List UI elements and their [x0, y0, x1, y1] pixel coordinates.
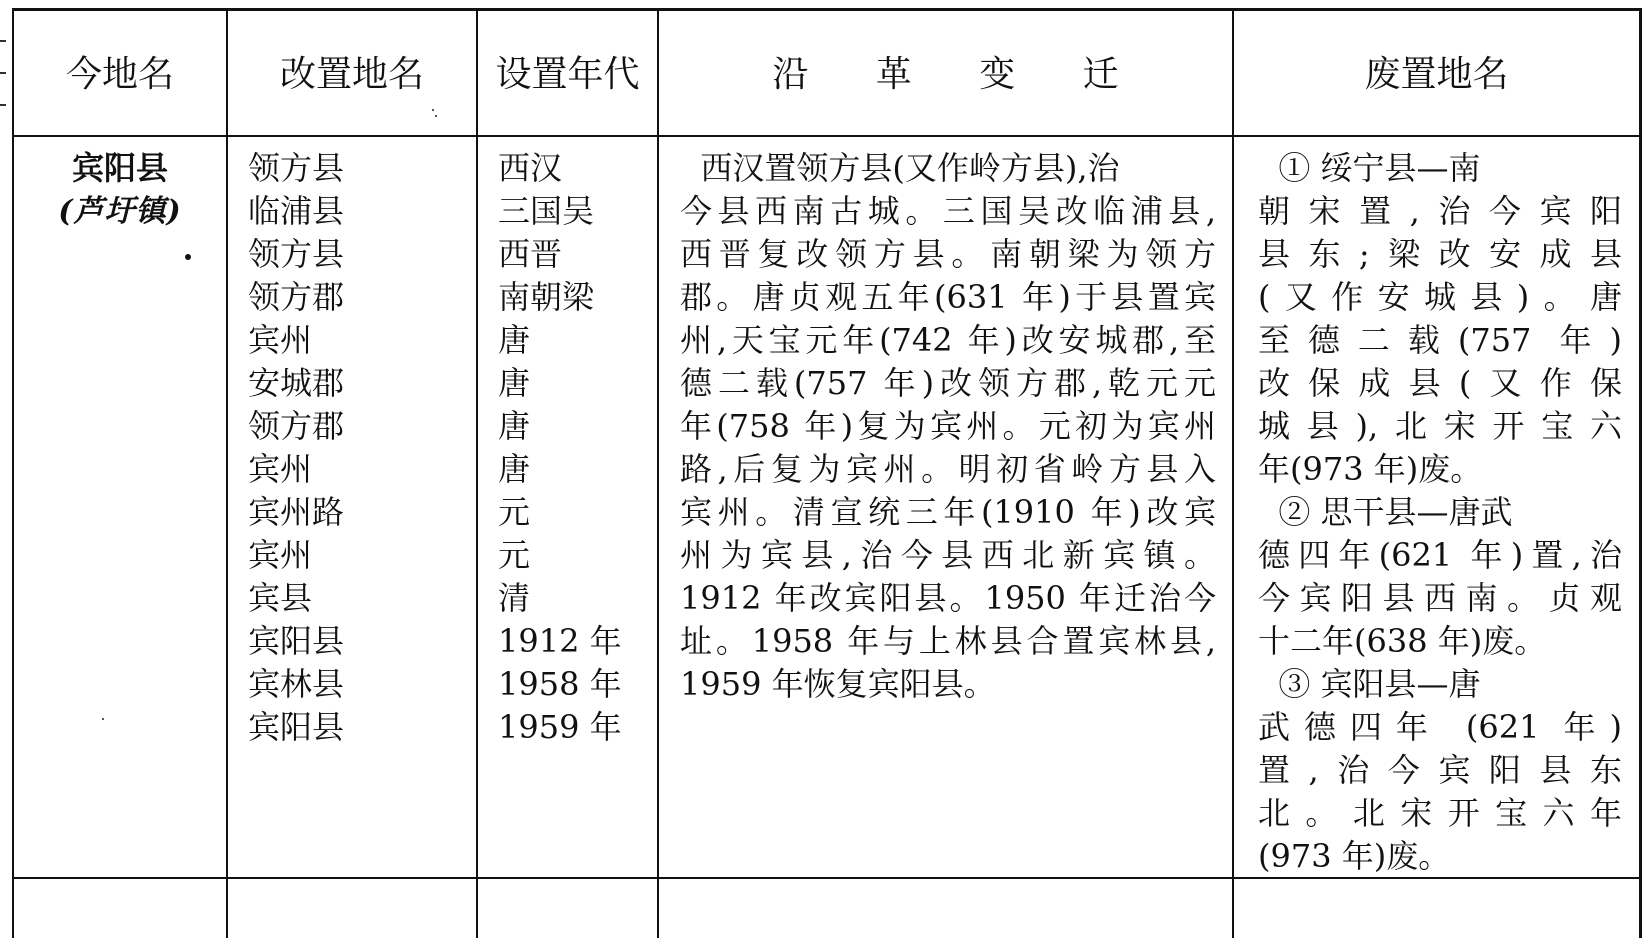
era-item: 西汉: [498, 149, 563, 187]
era-item: 元: [498, 493, 531, 531]
abolished-line: 武德四年 (621 年): [1258, 708, 1622, 746]
era-item: 西晋: [498, 235, 563, 273]
era-item: 唐: [498, 364, 531, 402]
abolished-line: 今宾阳县西南。贞观: [1258, 579, 1622, 617]
era-item: 1958 年: [498, 665, 622, 703]
era-item: 元: [498, 536, 531, 574]
abolished-line: (973 年)废。: [1258, 837, 1451, 875]
evolution-line: 州,天宝元年(742 年)改安城郡,至: [680, 321, 1216, 359]
header-evolution: 沿 革 变 迁: [772, 53, 1147, 95]
established-eras-list: [498, 147, 653, 749]
era-item: 唐: [498, 450, 531, 488]
column-divider: [1232, 11, 1234, 938]
renamed-name-item: 宾州路: [248, 493, 345, 531]
margin-mark: [0, 72, 6, 74]
evolution-text: [680, 147, 1216, 706]
present-name: 宾阳县: [71, 149, 168, 187]
column-divider: [476, 11, 478, 938]
renamed-name-item: 宾州: [248, 321, 313, 359]
renamed-name-item: 领方县: [248, 235, 345, 273]
margin-mark: [0, 40, 6, 42]
renamed-name-item: 宾阳县: [248, 708, 345, 746]
scan-speck: [432, 109, 434, 111]
renamed-name-item: 宾阳县: [248, 622, 345, 660]
abolished-names-text: [1258, 147, 1622, 878]
evolution-line: 西汉置领方县(又作岭方县),治: [680, 149, 1120, 187]
column-divider: [226, 11, 228, 938]
evolution-line: 西晋复改领方县。南朝梁为领方: [680, 235, 1216, 273]
era-item: 唐: [498, 407, 531, 445]
evolution-line: 1959 年恢复宾阳县。: [680, 665, 996, 703]
abolished-line: 北。北宋开宝六年: [1258, 794, 1622, 832]
abolished-line: ② 思干县—唐武: [1258, 493, 1513, 531]
abolished-line: 德四年(621 年)置,治: [1258, 536, 1622, 574]
renamed-name-item: 领方郡: [248, 407, 345, 445]
abolished-line: 城县),北宋开宝六: [1258, 407, 1622, 445]
era-item: 南朝梁: [498, 278, 595, 316]
era-item: 1959 年: [498, 708, 622, 746]
evolution-line: 路,后复为宾州。明初省岭方县入: [680, 450, 1216, 488]
evolution-line: 1912 年改宾阳县。1950 年迁治今: [680, 579, 1216, 617]
gazetteer-table: [12, 8, 1642, 938]
column-divider: [657, 11, 659, 938]
evolution-line: 德二载(757 年)改领方郡,乾元元: [680, 364, 1216, 402]
renamed-name-item: 宾州: [248, 536, 313, 574]
renamed-name-item: 安城郡: [248, 364, 345, 402]
evolution-line: 今县西南古城。三国吴改临浦县,: [680, 192, 1216, 230]
evolution-line: 年(758 年)复为宾州。元初为宾州: [680, 407, 1216, 445]
present-name-note: (芦圩镇): [58, 194, 182, 229]
abolished-line: 十二年(638 年)废。: [1258, 622, 1547, 660]
abolished-line: 朝宋置,治今宾阳: [1258, 192, 1622, 230]
abolished-line: 县东;梁改安成县: [1258, 235, 1622, 273]
abolished-line: 置,治今宾阳县东: [1258, 751, 1622, 789]
present-name-cell: [14, 147, 226, 233]
renamed-name-item: 领方县: [248, 149, 345, 187]
renamed-name-item: 宾林县: [248, 665, 345, 703]
era-item: 清: [498, 579, 531, 617]
abolished-line: ③ 宾阳县—唐: [1258, 665, 1481, 703]
scan-speck: [102, 718, 104, 720]
renamed-name-item: 临浦县: [248, 192, 345, 230]
renamed-name-item: 宾州: [248, 450, 313, 488]
scan-speck: [185, 254, 191, 260]
header-present-name: 今地名: [65, 53, 174, 95]
renamed-name-item: 宾县: [248, 579, 313, 617]
evolution-line: 郡。唐贞观五年(631 年)于县置宾: [680, 278, 1216, 316]
era-item: 唐: [498, 321, 531, 359]
era-item: 1912 年: [498, 622, 622, 660]
abolished-line: 改保成县(又作保: [1258, 364, 1622, 402]
abolished-line: ① 绥宁县—南: [1258, 149, 1481, 187]
evolution-line: 址。1958 年与上林县合置宾林县,: [680, 622, 1216, 660]
header-renamed-name: 改置地名: [279, 53, 424, 95]
renamed-name-item: 领方郡: [248, 278, 345, 316]
margin-mark: [0, 104, 6, 106]
abolished-line: 至德二载(757 年): [1258, 321, 1622, 359]
abolished-line: (又作安城县)。唐: [1258, 278, 1622, 316]
evolution-line: 宾州。清宣统三年(1910 年)改宾: [680, 493, 1216, 531]
era-item: 三国吴: [498, 192, 595, 230]
abolished-line: 年(973 年)废。: [1258, 450, 1483, 488]
header-established-era: 设置年代: [495, 53, 640, 95]
renamed-names-list: [248, 147, 468, 749]
header-abolished-name: 废置地名: [1364, 53, 1509, 95]
evolution-line: 州为宾县,治今县西北新宾镇。: [680, 536, 1216, 574]
scan-speck: [435, 115, 437, 117]
